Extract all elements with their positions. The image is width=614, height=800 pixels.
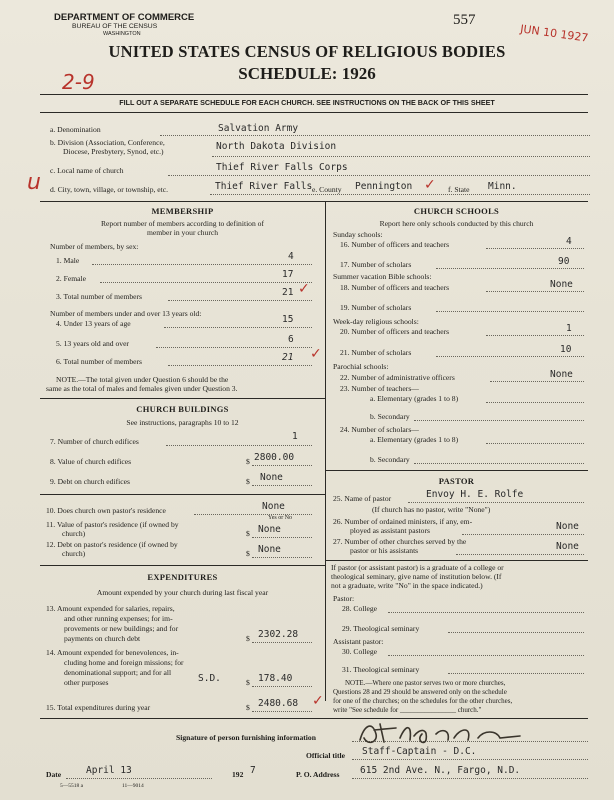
q25-label: 25. Name of pastor [333,494,392,503]
pastor-title: PASTOR [438,476,475,486]
form-subtitle: SCHEDULE: 1926 [238,64,376,83]
q1-value: 4 [288,251,294,262]
q2-value: 17 [282,269,294,280]
q25-note: (If church has no pastor, write "None") [372,505,491,514]
q13-label-1: 13. Amount expended for salaries, repairs, [46,604,175,613]
q27-label-1: 27. Number of other churches served by the [333,537,467,546]
q22-value: None [550,369,573,380]
po-address-label: P. O. Address [296,770,340,779]
q8-value: 2800.00 [254,452,295,463]
q8-label: 8. Value of church edifices [50,457,132,466]
q13-value: 2302.28 [258,629,299,640]
division-value: North Dakota Division [216,141,337,152]
q11-value: None [258,524,281,535]
city-value: Thief River Falls [215,181,313,192]
q18-label: 18. Number of officers and teachers [340,283,450,292]
schedule-number: 557 [453,12,476,28]
q7-value: 1 [292,431,298,442]
pastor-note-1: NOTE.—Where one pastor serves two or more churches, [345,679,506,687]
signature-scrawl [350,716,570,750]
sunday-label: Sunday schools: [333,230,383,239]
state-label: f. State [448,185,470,194]
denomination-value: Salvation Army [218,123,299,134]
bureau-label: BUREAU OF THE CENSUS [72,23,158,30]
pastor-note-3: for one of the churches; on the schedules for the other churches, [333,697,513,705]
expenditures-sub: Amount expended by your church during last fiscal year [96,588,269,597]
q14-label-3: denominational support; and for all [64,668,172,677]
q13-label-4: payments on church debt [64,634,141,643]
instruction-banner: FILL OUT A SEPARATE SCHEDULE FOR EACH CHURCH. SEE INSTRUCTIONS ON THE BACK OF THIS SHEET [119,98,495,107]
membership-foot-1: NOTE.—The total given under Question 6 should be the [56,375,229,384]
q5-label: 5. 13 years old and over [56,339,129,348]
q11-label-1: 11. Value of pastor's residence (if owned by [46,520,179,529]
q17-value: 90 [558,256,570,267]
pastor-sub-label: Pastor: [333,594,355,603]
schools-sub: Report here only schools conducted by this church [379,219,534,228]
q3-value: 21 [282,287,294,298]
buildings-sub: See instructions, paragraphs 10 to 12 [126,418,239,427]
q4-value: 15 [282,314,294,325]
q9-dollar: $ [246,477,250,486]
q28-label: 28. College [342,604,378,613]
q30-label: 30. College [342,647,378,656]
q10-label: 10. Does church own pastor's residence [46,506,166,515]
q13-label-3: provements or new buildings; and for [64,624,179,633]
q14-label-1: 14. Amount expended for benevolences, in- [46,648,179,657]
q23a-label: a. Elementary (grades 1 to 8) [370,394,459,403]
q12-label-1: 12. Debt on pastor's residence (if owned by [46,540,178,549]
official-title-label: Official title [306,751,346,760]
q23-label: 23. Number of teachers— [340,384,419,393]
asst-pastor-label: Assistant pastor: [333,637,384,646]
grad-note-3: not a graduate, write "No" in the space indicated.) [331,581,483,590]
q26-value: None [556,521,579,532]
county-check-icon: ✓ [424,177,436,193]
expenditures-title: EXPENDITURES [147,572,218,582]
q14-value: 178.40 [258,673,293,684]
margin-mark: u [27,170,41,195]
q19-label: 19. Number of scholars [340,303,412,312]
po-address-value: 615 2nd Ave. N., Fargo, N.D. [360,765,521,776]
dept-label: DEPARTMENT OF COMMERCE [54,12,195,23]
form-title: UNITED STATES CENSUS OF RELIGIOUS BODIES [108,42,506,61]
red-note: 2-9 [62,70,95,94]
q23b-label: b. Secondary [370,412,410,421]
summer-label: Summer vacation Bible schools: [333,272,432,281]
q20-label: 20. Number of officers and teachers [340,327,450,336]
membership-note-1: Report number of members according to definition of [100,219,264,228]
q13-dollar: $ [246,634,250,643]
membership-note-2: member in your church [146,228,219,237]
q11-label-2: church) [62,529,86,538]
form-id: 5—5518 a [60,783,84,789]
q24-label: 24. Number of scholars— [340,425,419,434]
q10-value: None [262,501,285,512]
membership-title: MEMBERSHIP [151,206,214,216]
parochial-label: Parochial schools: [333,362,389,371]
q14-label-4: other purposes [64,678,109,687]
by-sex-label: Number of members, by sex: [50,242,139,251]
membership-foot-2: same as the total of males and females given under Question 3. [46,384,238,393]
q6-check-icon: ✓ [310,346,322,362]
weekday-label: Week-day religious schools: [333,317,419,326]
q12-label-2: church) [62,549,86,558]
local-name-value: Thief River Falls Corps [216,162,348,173]
county-value: Pennington [355,181,413,192]
q14-label-2: cluding home and foreign missions; for [64,658,184,667]
city-label: WASHINGTON [103,31,141,37]
q15-value: 2480.68 [258,698,299,709]
q9-value: None [260,472,283,483]
q14-dollar: $ [246,678,250,687]
q26-label-1: 26. Number of ordained ministers, if any, em- [333,517,473,526]
q13-label-2: and other running expenses; for im- [64,614,173,623]
date-value: April 13 [86,765,132,776]
local-name-label: c. Local name of church [50,166,124,175]
q15-check-icon: ✓ [312,693,324,709]
schools-title: CHURCH SCHOOLS [413,206,500,216]
signature-label: Signature of person furnishing information [176,733,316,742]
q8-dollar: $ [246,457,250,466]
grad-note-2: theological seminary, give name of institution below. (If [331,572,502,581]
division-label-2: Diocese, Presbytery, Synod, etc.) [63,147,164,156]
q31-label: 31. Theological seminary [342,665,420,674]
pastor-note-4: write "See schedule for ________________ church." [333,706,482,714]
q6-value: 21 [282,352,294,363]
q20-value: 1 [566,323,572,334]
q17-label: 17. Number of scholars [340,260,412,269]
grad-note-1: If pastor (or assistant pastor) is a graduate of a college or [331,563,504,572]
q11-dollar: $ [246,529,250,538]
pastor-note-2: Questions 28 and 29 should be answered only on the schedule [333,688,507,696]
q26-label-2: ployed as assistant pastors [350,526,430,535]
buildings-title: CHURCH BUILDINGS [136,404,229,414]
q21-label: 21. Number of scholars [340,348,412,357]
q15-label: 15. Total expenditures during year [46,703,151,712]
received-stamp: JUN 10 1927 [519,22,590,45]
q3-check-icon: ✓ [298,281,310,297]
q7-label: 7. Number of church edifices [50,437,139,446]
division-label-1: b. Division (Association, Conference, [50,138,165,147]
q15-dollar: $ [246,703,250,712]
q5-value: 6 [288,334,294,345]
q4-label: 4. Under 13 years of age [56,319,131,328]
q14-prefix: S.D. [198,673,221,684]
denomination-label: a. Denomination [50,125,101,134]
year-prefix: 192 [232,770,244,779]
q18-value: None [550,279,573,290]
q27-label-2: pastor or his assistants [350,546,419,555]
year-digit: 7 [250,765,256,776]
q27-value: None [556,541,579,552]
q12-value: None [258,544,281,555]
over13-label: Number of members under and over 13 years old: [50,309,202,318]
q16-label: 16. Number of officers and teachers [340,240,450,249]
q29-label: 29. Theological seminary [342,624,420,633]
q9-label: 9. Debt on church edifices [50,477,130,486]
q21-value: 10 [560,344,572,355]
q6-label: 6. Total number of members [56,357,143,366]
form-id-2: 11—9014 [122,783,144,789]
county-label: e. County [312,185,342,194]
state-value: Minn. [488,181,517,192]
date-label: Date [46,770,62,779]
q16-value: 4 [566,236,572,247]
city-label: d. City, town, village, or township, etc. [50,185,169,194]
official-title-value: Staff-Captain - D.C. [362,746,477,757]
q12-dollar: $ [246,549,250,558]
q3-label: 3. Total number of members [56,292,143,301]
q1-label: 1. Male [56,256,80,265]
q25-value: Envoy H. E. Rolfe [426,489,524,500]
q22-label: 22. Number of administrative officers [340,373,455,382]
q10-note: Yes or No [268,515,293,521]
q24b-label: b. Secondary [370,455,410,464]
q2-label: 2. Female [56,274,86,283]
q24a-label: a. Elementary (grades 1 to 8) [370,435,459,444]
